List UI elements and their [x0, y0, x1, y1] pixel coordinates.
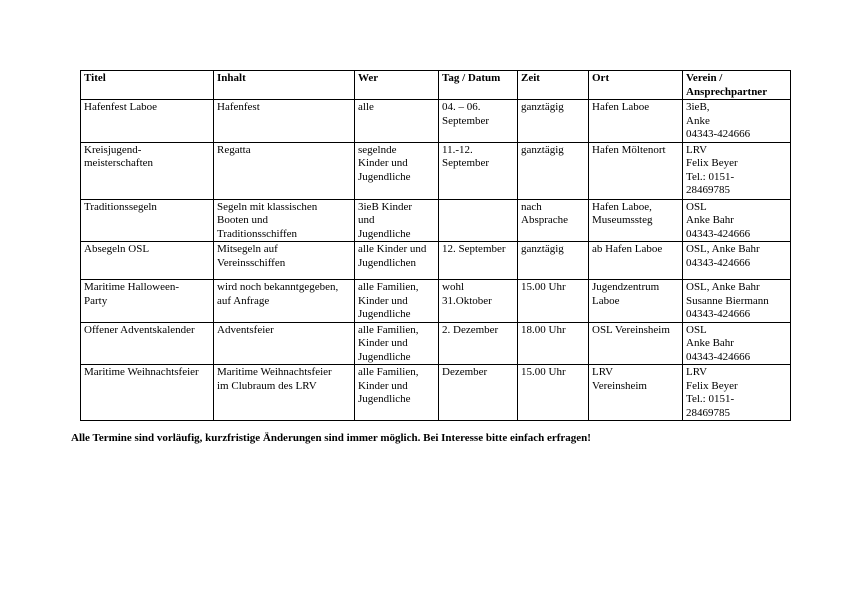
table-row — [81, 100, 791, 143]
cell-wer: alle Kinder und Jugendlichen — [355, 242, 439, 280]
cell-verein: OSL Anke Bahr 04343-424666 — [683, 322, 791, 365]
cell-inhalt: wird noch bekanntgegeben, auf Anfrage — [214, 280, 355, 323]
cell-verein: LRV Felix Beyer Tel.: 0151- 28469785 — [683, 365, 791, 421]
table-row — [81, 280, 791, 323]
cell-inhalt: Regatta — [214, 142, 355, 199]
cell-datum: wohl 31.Oktober — [439, 280, 518, 323]
events-table — [80, 70, 791, 421]
header-verein: Verein / Ansprechpartner — [683, 71, 791, 100]
header-row — [81, 71, 791, 100]
header-ort: Ort — [589, 71, 683, 100]
table-row — [81, 242, 791, 280]
cell-ort: OSL Vereinsheim — [589, 322, 683, 365]
header-zeit: Zeit — [518, 71, 589, 100]
cell-ort: Jugendzentrum Laboe — [589, 280, 683, 323]
cell-wer: segelnde Kinder und Jugendliche — [355, 142, 439, 199]
cell-zeit: ganztägig — [518, 100, 589, 143]
header-wer: Wer — [355, 71, 439, 100]
cell-verein: OSL, Anke Bahr 04343-424666 — [683, 242, 791, 280]
cell-titel: Maritime Weihnachtsfeier — [81, 365, 214, 421]
header-inhalt: Inhalt — [214, 71, 355, 100]
cell-titel: Kreisjugend- meisterschaften — [81, 142, 214, 199]
cell-ort: LRV Vereinsheim — [589, 365, 683, 421]
table-row — [81, 322, 791, 365]
cell-zeit: 18.00 Uhr — [518, 322, 589, 365]
cell-wer: alle — [355, 100, 439, 143]
cell-verein: OSL, Anke Bahr Susanne Biermann 04343-424666 — [683, 280, 791, 323]
table-row — [81, 142, 791, 199]
cell-titel: Maritime Halloween- Party — [81, 280, 214, 323]
cell-ort: ab Hafen Laboe — [589, 242, 683, 280]
cell-wer: 3ieB Kinder und Jugendliche — [355, 199, 439, 242]
cell-datum: 12. September — [439, 242, 518, 280]
header-titel: Titel — [81, 71, 214, 100]
cell-titel: Traditionssegeln — [81, 199, 214, 242]
table-row — [81, 199, 791, 242]
cell-wer: alle Familien, Kinder und Jugendliche — [355, 365, 439, 421]
cell-zeit: 15.00 Uhr — [518, 280, 589, 323]
cell-wer: alle Familien, Kinder und Jugendliche — [355, 280, 439, 323]
cell-titel: Offener Adventskalender — [81, 322, 214, 365]
cell-titel: Hafenfest Laboe — [81, 100, 214, 143]
cell-titel: Absegeln OSL — [81, 242, 214, 280]
cell-datum: Dezember — [439, 365, 518, 421]
cell-zeit: 15.00 Uhr — [518, 365, 589, 421]
cell-datum: 04. – 06. September — [439, 100, 518, 143]
cell-inhalt: Adventsfeier — [214, 322, 355, 365]
disclaimer-note: Alle Termine sind vorläufig, kurzfristige Änderungen sind immer möglich. Bei Interesse bitte einfach erfragen! — [71, 432, 591, 444]
cell-wer: alle Familien, Kinder und Jugendliche — [355, 322, 439, 365]
cell-datum: 2. Dezember — [439, 322, 518, 365]
cell-verein: 3ieB, Anke 04343-424666 — [683, 100, 791, 143]
cell-ort: Hafen Möltenort — [589, 142, 683, 199]
cell-zeit: nach Absprache — [518, 199, 589, 242]
cell-datum: 11.-12. September — [439, 142, 518, 199]
cell-zeit: ganztägig — [518, 242, 589, 280]
cell-ort: Hafen Laboe — [589, 100, 683, 143]
table-row — [81, 365, 791, 421]
cell-inhalt: Maritime Weihnachtsfeier im Clubraum des LRV — [214, 365, 355, 421]
cell-inhalt: Segeln mit klassischen Booten und Traditionsschiffen — [214, 199, 355, 242]
cell-zeit: ganztägig — [518, 142, 589, 199]
cell-verein: OSL Anke Bahr 04343-424666 — [683, 199, 791, 242]
cell-ort: Hafen Laboe, Museumssteg — [589, 199, 683, 242]
cell-datum — [439, 199, 518, 242]
cell-inhalt: Hafenfest — [214, 100, 355, 143]
cell-inhalt: Mitsegeln auf Vereinsschiffen — [214, 242, 355, 280]
header-datum: Tag / Datum — [439, 71, 518, 100]
cell-verein: LRV Felix Beyer Tel.: 0151- 28469785 — [683, 142, 791, 199]
